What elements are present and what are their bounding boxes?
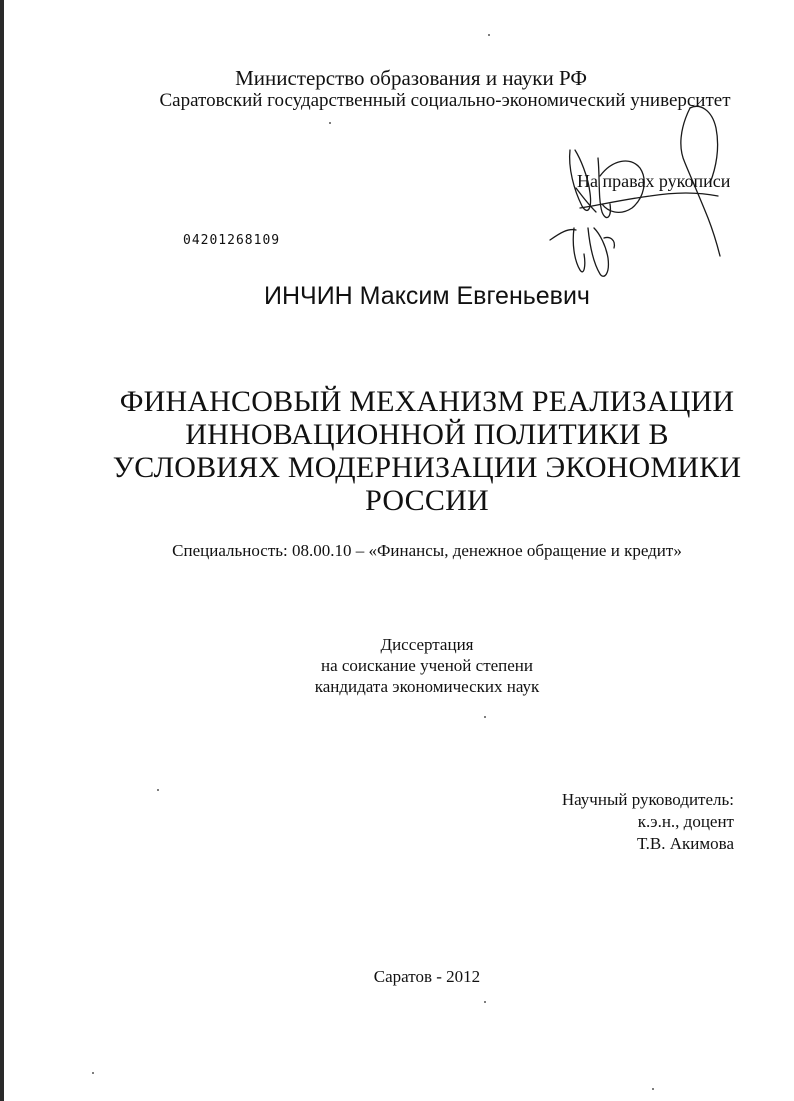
scan-speck <box>652 1088 654 1090</box>
scan-left-edge <box>0 0 4 1101</box>
dissertation-block <box>30 634 794 697</box>
supervisor-label: Научный руководитель: <box>561 790 734 809</box>
specialty-line: Специальность: 08.00.10 – «Финансы, денежное обращение и кредит» <box>172 541 682 560</box>
scan-speck <box>329 122 331 124</box>
scan-speck <box>484 716 486 718</box>
title-line: ИННОВАЦИОННОЙ ПОЛИТИКИ В <box>185 418 669 451</box>
supervisor-degree: к.э.н., доцент <box>637 812 734 831</box>
document-number: 04201268109 <box>183 233 281 248</box>
supervisor-name: Т.В. Акимова <box>636 834 734 853</box>
university-heading: Саратовский государственный социально-экономический университет <box>159 90 731 111</box>
title-line: ФИНАНСОВЫЙ МЕХАНИЗМ РЕАЛИЗАЦИИ <box>119 385 735 418</box>
scan-speck <box>157 789 159 791</box>
city-year: Саратов - 2012 <box>373 967 481 986</box>
title-line: РОССИИ <box>365 484 489 517</box>
degree-purpose: на соискание ученой степени <box>320 656 534 675</box>
ministry-heading: Министерство образования и науки РФ <box>235 66 587 90</box>
dissertation-label: Диссертация <box>380 635 474 654</box>
dissertation-title <box>30 385 794 517</box>
scan-speck <box>92 1072 94 1074</box>
degree-field: кандидата экономических наук <box>314 677 540 696</box>
manuscript-note: На правах рукописи <box>577 171 731 191</box>
title-line: УСЛОВИЯХ МОДЕРНИЗАЦИИ ЭКОНОМИКИ <box>112 451 742 484</box>
scan-speck <box>488 34 490 36</box>
author-name: ИНЧИН Максим Евгеньевич <box>264 282 590 310</box>
supervisor-block <box>562 789 734 855</box>
scan-speck <box>484 1001 486 1003</box>
